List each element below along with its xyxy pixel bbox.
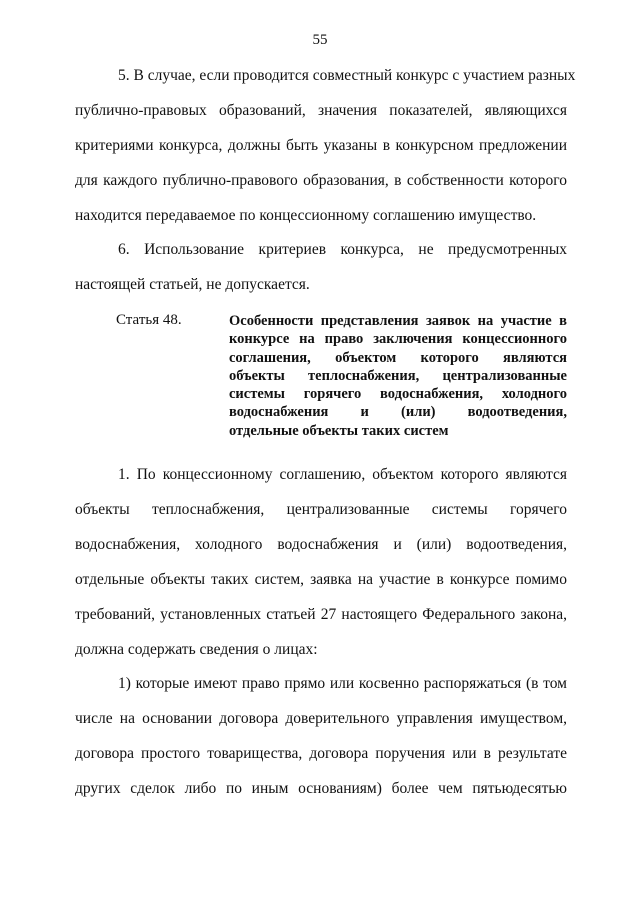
- text-line: критериями конкурса, должны быть указаны в конкурсном предложении: [75, 137, 567, 154]
- title-line: отдельные объекты таких систем: [229, 422, 449, 439]
- text-line: публично-правовых образований, значения показателей, являющихся: [75, 102, 567, 119]
- article-title: [229, 312, 567, 440]
- text-line: объекты теплоснабжения, централизованные системы горячего: [75, 501, 567, 518]
- article-label: Статья 48.: [116, 312, 182, 328]
- text-line: 5. В случае, если проводится совместный конкурс с участием разных: [118, 67, 576, 84]
- text-line: 6. Использование критериев конкурса, не предусмотренных: [118, 241, 567, 258]
- page-number: 55: [312, 32, 328, 48]
- list-item-1: [75, 674, 567, 814]
- title-line: системы горячего водоснабжения, холодного: [229, 386, 567, 403]
- text-line: требований, установленных статьей 27 настоящего Федерального закона,: [75, 606, 567, 623]
- text-line: 1) которые имеют право прямо или косвенно распоряжаться (в том: [118, 675, 567, 692]
- article-paragraph-1: [75, 465, 567, 675]
- text-line: должна содержать сведения о лицах:: [75, 641, 318, 658]
- title-line: конкурсе на право заключения концессионного: [229, 331, 567, 348]
- text-line: числе на основании договора доверительного управления имуществом,: [75, 710, 567, 727]
- title-line: Особенности представления заявок на участие в: [229, 313, 567, 329]
- text-line: других сделок либо по иным основаниям) более чем пятьюдесятью: [75, 780, 567, 797]
- text-line: для каждого публично-правового образования, в собственности которого: [75, 172, 567, 189]
- title-line: соглашения, объектом которого являются: [229, 349, 567, 366]
- text-line: отдельные объекты таких систем, заявка на участие в конкурсе помимо: [75, 571, 567, 588]
- text-line: находится передаваемое по концессионному соглашению имущество.: [75, 207, 537, 224]
- text-line: водоснабжения, холодного водоснабжения и (или) водоотведения,: [75, 536, 567, 553]
- title-line: объекты теплоснабжения, централизованные: [229, 367, 567, 384]
- paragraph-6: [75, 240, 567, 310]
- title-line: водоснабжения и (или) водоотведения,: [229, 404, 567, 421]
- text-line: 1. По концессионному соглашению, объектом которого являются: [118, 466, 567, 483]
- text-line: настоящей статьей, не допускается.: [75, 276, 310, 293]
- paragraph-5: [75, 66, 576, 241]
- text-line: договора простого товарищества, договора поручения или в результате: [75, 745, 567, 762]
